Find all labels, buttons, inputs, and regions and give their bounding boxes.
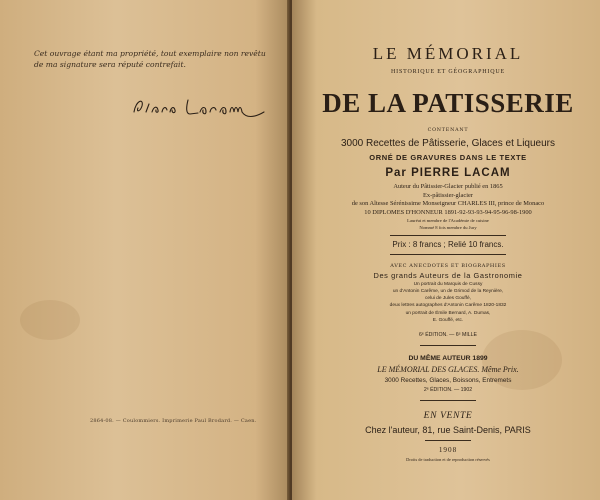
portrait-list-item: celui de Jules Gouffé,	[424, 296, 472, 301]
memorial-glaces-line: LE MÉMORIAL DES GLACES. Même Prix.	[377, 365, 519, 374]
same-author-line: DU MÊME AUTEUR 1899	[408, 355, 488, 362]
portrait-list-item: deux lettres autographes d'Antonin Carême 1820-1832	[389, 303, 507, 308]
portrait-list-item: un d'Antonin Carême, un de Grimod de la Reynière,	[392, 289, 504, 294]
address-line: Chez l'auteur, 81, rue Saint-Denis, PARIS	[365, 425, 531, 435]
glaces-edition-line: 2ᵉ ÉDITION. — 1902	[423, 387, 473, 393]
author-credential-4: Lauréat et membre de l'Académie de cuisine	[407, 218, 489, 223]
author-credential-2: Ex-pâtissier-glacier	[423, 192, 473, 199]
portrait-list-item: Un portrait du Marquis de Cussy	[413, 282, 483, 287]
title-subtitle: HISTORIQUE ET GÉOGRAPHIQUE	[391, 69, 505, 75]
portrait-list-item: E. Gouffé, etc.	[432, 318, 464, 323]
left-page	[0, 0, 290, 500]
recipes-line: 3000 Recettes de Pâtisserie, Glaces et Liqueurs	[340, 138, 555, 149]
publication-year: 1908	[438, 446, 458, 454]
ownership-notice	[34, 48, 274, 70]
notice-line-2: de ma signature sera réputé contrefait.	[34, 60, 186, 69]
price-line: Prix : 8 francs ; Relié 10 francs.	[392, 240, 504, 249]
author-credential-1: Auteur du Pâtissier-Glacier publié en 1865	[393, 183, 503, 190]
engravings-line: ORNÉ DE GRAVURES DANS LE TEXTE	[369, 153, 527, 162]
contenant-label: CONTENANT	[427, 128, 469, 133]
paper-stain	[20, 300, 80, 340]
portrait-list-item: un portrait de Émile Bernard, A. Dumas,	[405, 311, 491, 316]
on-sale-line: EN VENTE	[423, 410, 473, 421]
author-credential-3: de son Altesse Sérénissime Monseigneur CHARLES III, prince de Monaco	[351, 200, 545, 207]
edition-line: 6ᵉ ÉDITION. — 6ᵉ MILLE	[418, 332, 478, 338]
rights-line: Droits de traduction et de reproduction réservés	[406, 457, 490, 462]
divider-rule	[420, 345, 476, 346]
author-credential-5: Nommé 8 fois membre du Jury	[419, 225, 477, 230]
title-main: DE LA PATISSERIE	[322, 88, 574, 118]
author-line: Par PIERRE LACAM	[385, 167, 511, 179]
notice-line-1: Cet ouvrage étant ma propriété, tout exemplaire non revêtu	[34, 49, 266, 58]
printer-imprint: 2864-08. — Coulommiers. Imprimerie Paul Brodard. — Caen.	[90, 418, 257, 424]
divider-rule	[390, 254, 506, 255]
anecdotes-line: AVEC ANECDOTES ET BIOGRAPHIES	[390, 263, 506, 269]
divider-rule	[425, 440, 471, 441]
glaces-recipes-line: 3000 Recettes, Glaces, Boissons, Entremets	[384, 377, 512, 384]
diplomas-line: 10 DIPLOMES D'HONNEUR 1891-92-93-93-94-95-96-98-1900	[364, 209, 532, 216]
divider-rule	[420, 400, 476, 401]
gastronomy-authors-line: Des grands Auteurs de la Gastronomie	[373, 271, 523, 280]
divider-rule	[390, 235, 506, 236]
signature-image	[130, 92, 270, 128]
title-le-memorial: LE MÉMORIAL	[372, 44, 524, 63]
